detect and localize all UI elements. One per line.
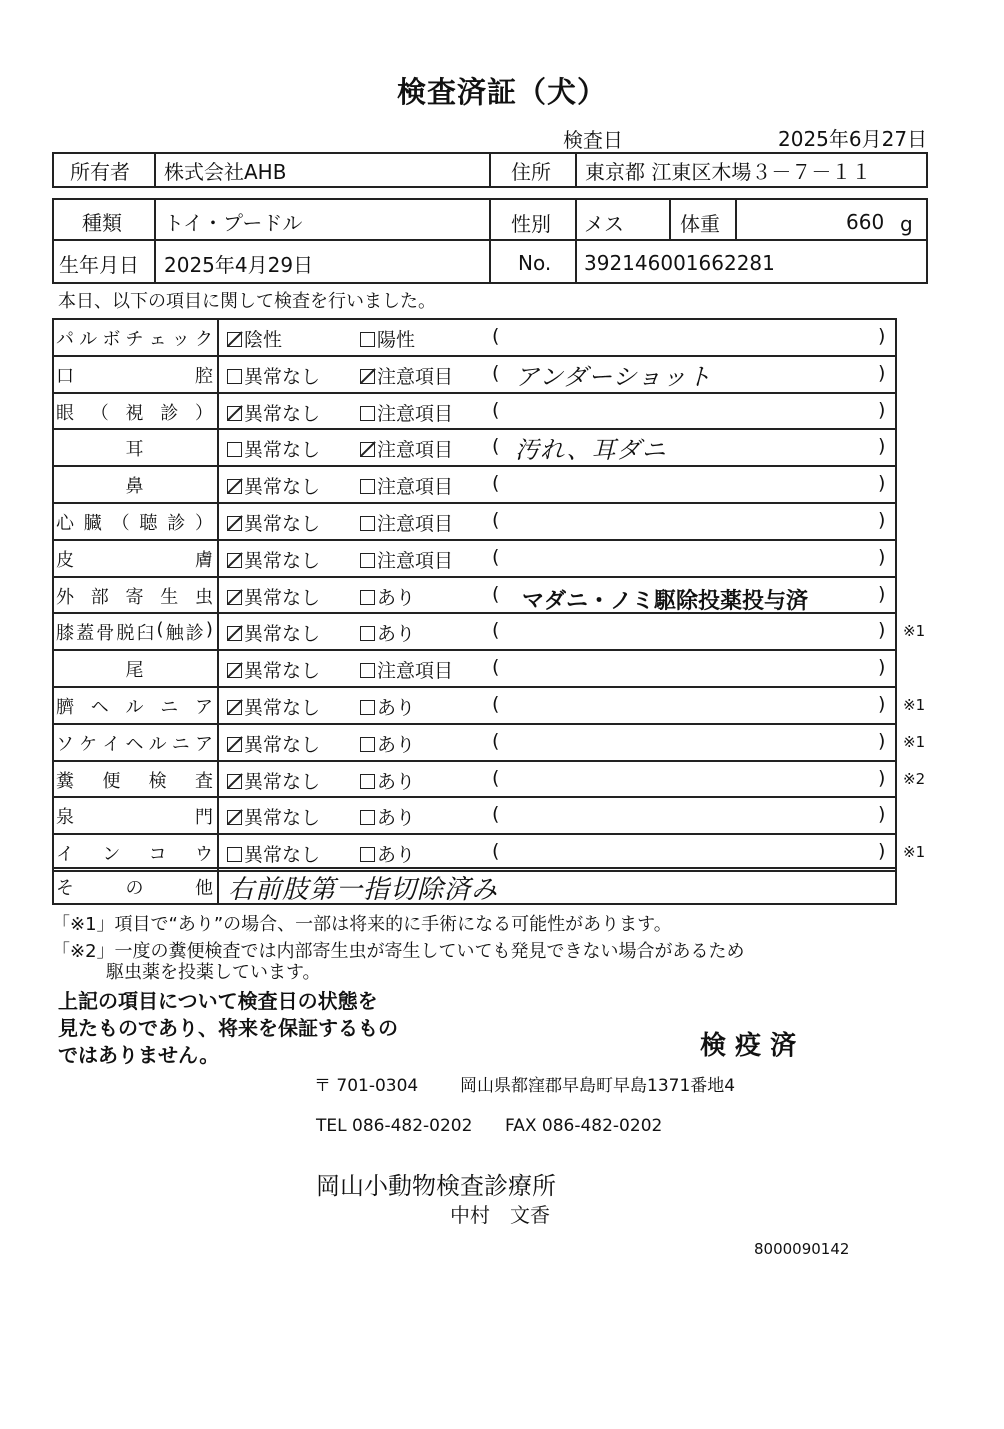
checkbox-label: 異常なし xyxy=(244,476,321,498)
row-divider xyxy=(217,649,219,686)
checkbox-label: 異常なし xyxy=(244,623,321,645)
checkbox-option[interactable] xyxy=(227,325,282,352)
checkbox-label: 注意項目 xyxy=(377,439,454,461)
close-paren: ) xyxy=(878,840,886,862)
checkbox-label: 異常なし xyxy=(244,587,321,609)
open-paren: ( xyxy=(492,509,500,531)
close-paren: ) xyxy=(878,472,886,494)
checkbox-label: あり xyxy=(377,844,416,866)
checkbox-option[interactable] xyxy=(360,840,415,867)
checkbox-option[interactable] xyxy=(227,583,320,610)
open-paren: ( xyxy=(492,362,500,384)
row-divider xyxy=(217,833,219,870)
row-footnote-mark: ※2 xyxy=(903,770,926,788)
checkbox-icon[interactable] xyxy=(360,332,375,347)
note-2-line-2: 駆虫薬を投薬しています。 xyxy=(106,962,321,983)
row-divider xyxy=(217,796,219,833)
checkbox-option[interactable] xyxy=(227,656,320,683)
intro-text: 本日、以下の項目に関して検査を行いました。 xyxy=(58,291,436,312)
checkbox-label: 陰性 xyxy=(244,329,283,351)
close-paren: ) xyxy=(878,362,886,384)
checkbox-icon[interactable] xyxy=(227,810,242,825)
checkbox-icon[interactable] xyxy=(227,847,242,862)
disclaimer xyxy=(58,988,398,1069)
disclaimer-line-2: 見たものであり、将来を保証するもの xyxy=(58,1016,398,1040)
open-paren: ( xyxy=(492,767,500,789)
checkbox-label: 注意項目 xyxy=(377,476,454,498)
checkbox-icon[interactable] xyxy=(227,479,242,494)
weight-unit: g xyxy=(900,212,913,236)
checkbox-icon[interactable] xyxy=(360,810,375,825)
disclaimer-line-1: 上記の項目について検査日の状態を xyxy=(58,989,378,1013)
clinic-postal: 〒 701-0304 xyxy=(314,1076,419,1096)
open-paren: ( xyxy=(492,840,500,862)
checkbox-label: 異常なし xyxy=(244,771,321,793)
row-label: 耳 xyxy=(125,439,144,460)
row-label: 泉 門 xyxy=(56,807,213,828)
row-label: 心 臓 （ 聴 診 ） xyxy=(56,513,213,534)
microchip-number: 392146001662281 xyxy=(584,251,775,275)
checkbox-option[interactable] xyxy=(227,399,320,426)
open-paren: ( xyxy=(492,435,500,457)
clinic-address: 岡山県都窪郡早島町早島1371番地4 xyxy=(460,1076,736,1096)
checkbox-icon[interactable] xyxy=(227,332,242,347)
row-label: 臍 ヘ ル ニ ア xyxy=(56,697,213,718)
sex-label: 性別 xyxy=(511,212,551,236)
document-title: 検査済証（犬） xyxy=(396,75,607,109)
checkbox-option[interactable] xyxy=(360,619,415,646)
checkbox-icon[interactable] xyxy=(360,442,375,457)
note-1: 「※1」項目で“あり”の場合、一部は将来的に手術になる可能性があります。 xyxy=(52,914,672,935)
row-label: 膝 蓋 骨 脱 臼 ( 触 診 ) xyxy=(56,619,213,644)
close-paren: ) xyxy=(878,619,886,641)
checkbox-icon[interactable] xyxy=(227,516,242,531)
checkbox-option[interactable] xyxy=(360,325,415,352)
checkbox-label: 注意項目 xyxy=(377,550,454,572)
checkbox-icon[interactable] xyxy=(360,626,375,641)
row-note: マダニ・ノミ駆除投薬投与済 xyxy=(522,589,809,614)
checkbox-label: あり xyxy=(377,623,416,645)
checkbox-label: 異常なし xyxy=(244,660,321,682)
open-paren: ( xyxy=(492,472,500,494)
checkbox-option[interactable] xyxy=(360,472,453,499)
weight-value: 660 xyxy=(846,210,885,234)
checkbox-icon[interactable] xyxy=(360,479,375,494)
checkbox-label: 異常なし xyxy=(244,807,321,829)
other-value: 右前肢第一指切除済み xyxy=(228,875,499,905)
checkbox-option[interactable] xyxy=(227,362,320,389)
birth-value: 2025年4月29日 xyxy=(164,253,314,277)
row-label: 口 腔 xyxy=(56,366,213,387)
checkbox-label: あり xyxy=(377,807,416,829)
checkbox-icon[interactable] xyxy=(227,737,242,752)
clinic-tel: TEL 086-482-0202 xyxy=(316,1116,473,1136)
checkbox-option[interactable] xyxy=(360,803,415,830)
checkbox-option[interactable] xyxy=(227,472,320,499)
checkbox-label: 注意項目 xyxy=(377,366,454,388)
checkbox-icon[interactable] xyxy=(227,553,242,568)
open-paren: ( xyxy=(492,656,500,678)
checkbox-label: 異常なし xyxy=(244,403,321,425)
checkbox-option[interactable] xyxy=(360,399,453,426)
row-label: ソ ケ イ ヘ ル ニ ア xyxy=(56,734,213,755)
checkbox-option[interactable] xyxy=(227,840,320,867)
row-divider xyxy=(217,392,219,429)
open-paren: ( xyxy=(492,583,500,605)
row-footnote-mark: ※1 xyxy=(903,843,926,861)
checkbox-option[interactable] xyxy=(227,730,320,757)
row-label: イ ン コ ウ xyxy=(56,844,213,865)
clinic-fax: FAX 086-482-0202 xyxy=(505,1116,663,1136)
checkbox-label: あり xyxy=(377,697,416,719)
open-paren: ( xyxy=(492,619,500,641)
checkbox-label: あり xyxy=(377,771,416,793)
row-label: 眼 （ 視 診 ） xyxy=(56,403,213,424)
checkbox-label: 異常なし xyxy=(244,844,321,866)
inspection-date-label: 検査日 xyxy=(563,128,623,152)
checkbox-label: 異常なし xyxy=(244,697,321,719)
row-footnote-mark: ※1 xyxy=(903,696,926,714)
checkbox-option[interactable] xyxy=(360,693,415,720)
checkbox-icon[interactable] xyxy=(360,700,375,715)
checkbox-icon[interactable] xyxy=(360,406,375,421)
open-paren: ( xyxy=(492,803,500,825)
checkbox-icon[interactable] xyxy=(227,626,242,641)
row-divider xyxy=(217,760,219,797)
row-divider xyxy=(217,465,219,502)
disclaimer-line-3: ではありません。 xyxy=(58,1043,220,1067)
checkbox-label: 注意項目 xyxy=(377,660,454,682)
checkbox-option[interactable] xyxy=(360,583,415,610)
inspection-date: 2025年6月27日 xyxy=(778,127,928,151)
checkbox-option[interactable] xyxy=(360,362,453,389)
checkbox-icon[interactable] xyxy=(227,774,242,789)
checkbox-icon[interactable] xyxy=(227,590,242,605)
close-paren: ) xyxy=(878,399,886,421)
checkbox-label: 異常なし xyxy=(244,513,321,535)
weight-label: 体重 xyxy=(680,212,720,236)
checkbox-label: 異常なし xyxy=(244,550,321,572)
row-label: 皮 膚 xyxy=(56,550,213,571)
sex-value: メス xyxy=(584,212,624,236)
close-paren: ) xyxy=(878,730,886,752)
checkbox-label: あり xyxy=(377,734,416,756)
checkbox-label: 異常なし xyxy=(244,439,321,461)
other-label: そ の 他 xyxy=(56,878,213,899)
checkbox-icon[interactable] xyxy=(360,369,375,384)
quarantine-stamp: 検 疫 済 xyxy=(700,1031,797,1061)
row-label: 糞 便 検 査 xyxy=(56,771,213,792)
row-divider xyxy=(217,502,219,539)
checkbox-icon[interactable] xyxy=(360,774,375,789)
row-footnote-mark: ※1 xyxy=(903,622,926,640)
row-label: 外 部 寄 生 虫 xyxy=(56,587,213,608)
close-paren: ) xyxy=(878,767,886,789)
row-divider xyxy=(217,539,219,576)
checkbox-icon[interactable] xyxy=(227,442,242,457)
checkbox-icon[interactable] xyxy=(360,847,375,862)
row-note: アンダーショット xyxy=(515,363,713,391)
checkbox-option[interactable] xyxy=(227,767,320,794)
checkbox-option[interactable] xyxy=(227,509,320,536)
close-paren: ) xyxy=(878,656,886,678)
checkbox-icon[interactable] xyxy=(227,663,242,678)
checkbox-label: 異常なし xyxy=(244,734,321,756)
owner-label: 所有者 xyxy=(70,160,130,184)
checkbox-option[interactable] xyxy=(360,767,415,794)
note-2-line-1: 「※2」一度の糞便検査では内部寄生虫が寄生していても発見できない場合があるため xyxy=(52,941,745,962)
breed-value: トイ・プードル xyxy=(164,211,303,235)
checkbox-icon[interactable] xyxy=(227,406,242,421)
breed-label: 種類 xyxy=(82,211,122,235)
address-value: 東京都 江東区木場３－７－１１ xyxy=(585,160,872,184)
birth-label: 生年月日 xyxy=(59,253,139,277)
close-paren: ) xyxy=(878,325,886,347)
close-paren: ) xyxy=(878,583,886,605)
row-label: 鼻 xyxy=(125,476,144,497)
checkbox-label: 注意項目 xyxy=(377,403,454,425)
checkbox-option[interactable] xyxy=(227,435,320,462)
checkbox-option[interactable] xyxy=(227,803,320,830)
row-divider xyxy=(217,576,219,613)
row-divider xyxy=(217,318,219,355)
no-label: No. xyxy=(518,251,552,275)
checkbox-icon[interactable] xyxy=(360,516,375,531)
checkbox-icon[interactable] xyxy=(227,700,242,715)
checkbox-option[interactable] xyxy=(227,546,320,573)
checkbox-icon[interactable] xyxy=(227,369,242,384)
checkbox-icon[interactable] xyxy=(360,590,375,605)
row-label: パ ル ボ チ ェ ッ ク xyxy=(56,329,213,350)
address-label: 住所 xyxy=(511,160,551,184)
open-paren: ( xyxy=(492,325,500,347)
open-paren: ( xyxy=(492,546,500,568)
row-footnote-mark: ※1 xyxy=(903,733,926,751)
clinic-name: 岡山小動物検査診療所 xyxy=(316,1172,556,1200)
close-paren: ) xyxy=(878,803,886,825)
checkbox-icon[interactable] xyxy=(360,663,375,678)
checkbox-label: 注意項目 xyxy=(377,513,454,535)
checkbox-option[interactable] xyxy=(227,693,320,720)
owner-value: 株式会社AHB xyxy=(164,160,287,184)
checkbox-label: あり xyxy=(377,587,416,609)
checkbox-option[interactable] xyxy=(360,656,453,683)
checkbox-option[interactable] xyxy=(360,435,453,462)
checkbox-option[interactable] xyxy=(360,730,415,757)
checkbox-option[interactable] xyxy=(360,509,453,536)
row-label: 尾 xyxy=(125,660,144,681)
checkbox-icon[interactable] xyxy=(360,737,375,752)
row-divider xyxy=(217,428,219,465)
close-paren: ) xyxy=(878,509,886,531)
open-paren: ( xyxy=(492,730,500,752)
row-note: 汚れ、耳ダニ xyxy=(515,436,667,464)
checkbox-label: 異常なし xyxy=(244,366,321,388)
checkbox-icon[interactable] xyxy=(360,553,375,568)
checkbox-label: 陽性 xyxy=(377,329,416,351)
close-paren: ) xyxy=(878,435,886,457)
close-paren: ) xyxy=(878,693,886,715)
checkbox-option[interactable] xyxy=(227,619,320,646)
document-number: 8000090142 xyxy=(754,1240,850,1258)
open-paren: ( xyxy=(492,399,500,421)
row-divider xyxy=(217,686,219,723)
clinic-person: 中村 文香 xyxy=(450,1203,550,1227)
close-paren: ) xyxy=(878,546,886,568)
row-divider xyxy=(217,612,219,649)
checkbox-option[interactable] xyxy=(360,546,453,573)
row-divider xyxy=(217,355,219,392)
row-divider xyxy=(217,723,219,760)
open-paren: ( xyxy=(492,693,500,715)
